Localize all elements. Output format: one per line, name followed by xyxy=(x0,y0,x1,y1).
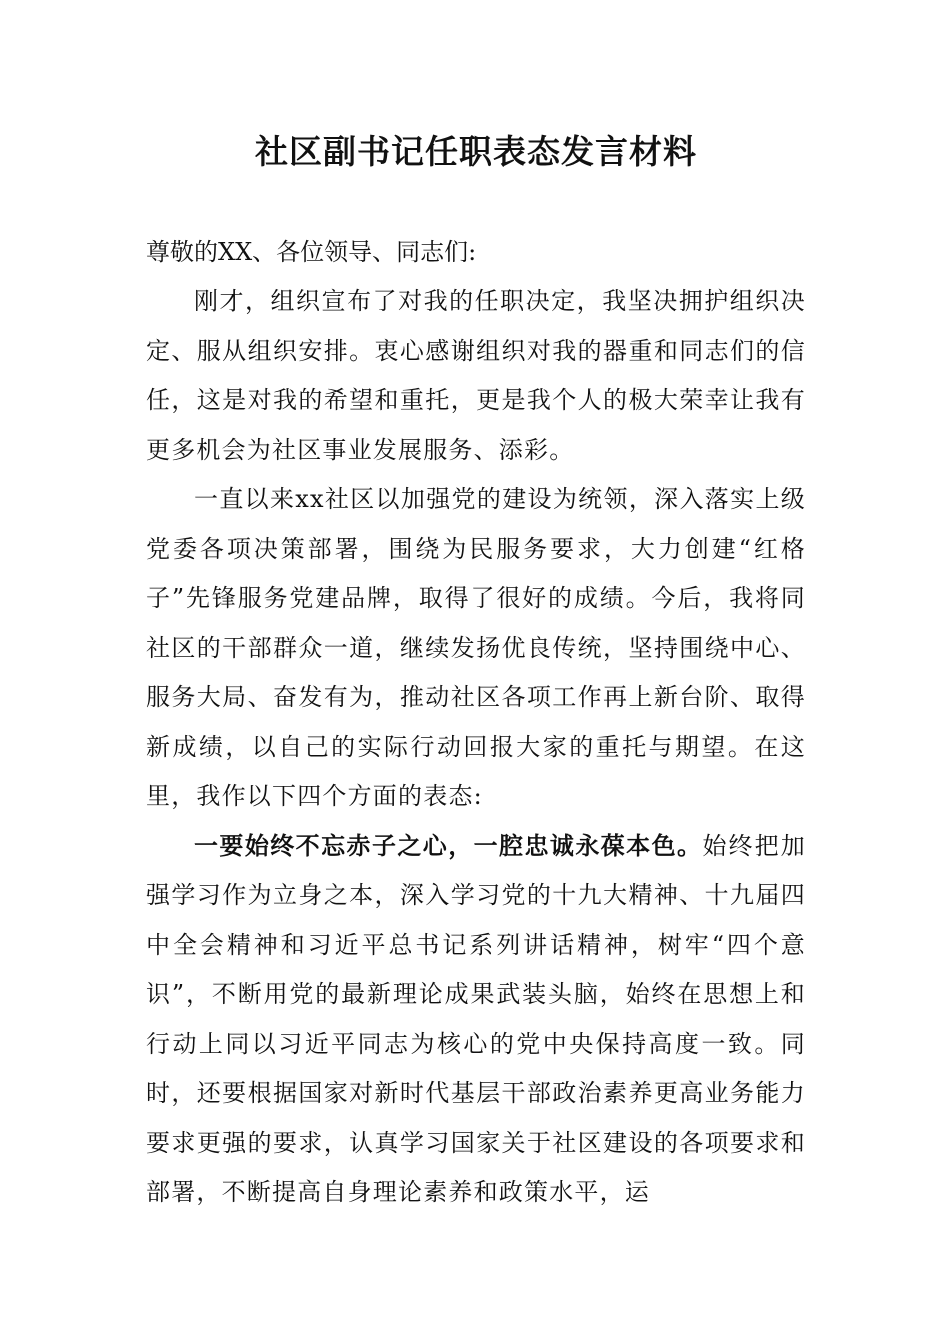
paragraph-1-text: 刚才，组织宣布了对我的任职决定，我坚决拥护组织决定、服从组织安排。衷心感谢组织对我的器重和同志们的信任，这是对我的希望和重托，更是我个人的极大荣幸让我有更多机会为社区事业发展服务、添彩。 xyxy=(146,287,806,464)
paragraph-3 xyxy=(146,822,806,1218)
paragraph-3-text: 始终把加强学习作为立身之本，深入学习党的十九大精神、十九届四中全会精神和习近平总书记系列讲话精神，树牢“四个意识”，不断用党的最新理论成果武装头脑，始终在思想上和行动上同以习近平同志为核心的党中央保持高度一致。同时，还要根据国家对新时代基层干部政治素养更高业务能力要求更强的要求，认真学习国家关于社区建设的各项要求和部署，不断提高自身理论素养和政策水平，运 xyxy=(146,831,807,1206)
paragraph-2-text: 一直以来xx社区以加强党的建设为统领，深入落实上级党委各项决策部署，围绕为民服务要求，大力创建“红格子”先锋服务党建品牌，取得了很好的成绩。今后，我将同社区的干部群众一道，继续发扬优良传统，坚持围绕中心、服务大局、奋发有为，推动社区各项工作再上新台阶、取得新成绩，以自己的实际行动回报大家的重托与期望。在这里，我作以下四个方面的表态: xyxy=(146,485,806,810)
paragraph-3-lead: 一要始终不忘赤子之心，一腔忠诚永葆本色。 xyxy=(194,831,703,860)
salutation: 尊敬的XX、各位领导、同志们: xyxy=(146,238,477,266)
paragraph-1 xyxy=(146,277,806,475)
document-title: 社区副书记任职表态发言材料 xyxy=(255,132,697,171)
document-page xyxy=(146,0,806,1218)
paragraph-2 xyxy=(146,475,806,822)
